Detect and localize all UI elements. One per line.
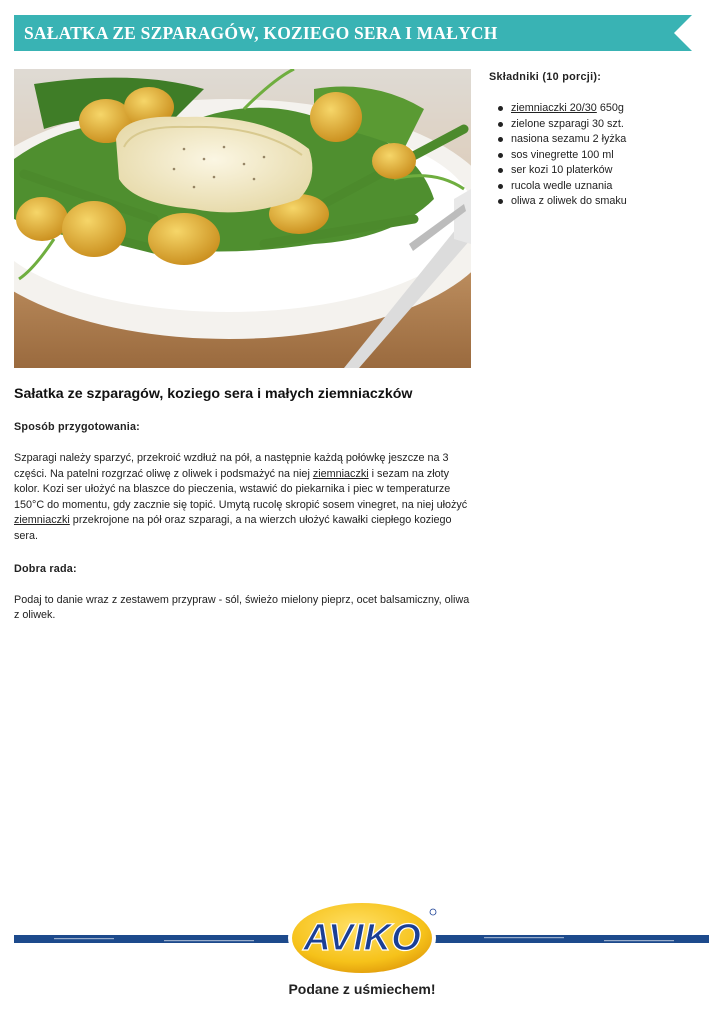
footer-slogan: Podane z uśmiechem! [288, 981, 436, 997]
recipe-photo [14, 69, 471, 368]
title-banner [14, 15, 692, 51]
ingredients-list [489, 101, 714, 210]
method-text-part: i sezam na złoty kolor. Kozi ser ułożyć na blaszce do pieczenia, wstawić do piekarnika i piec w temperaturze 150°C do momentu, gdy zacznie się topić. Umytą rucolę skropić sosem vinegret, na niej ułożyć [14, 467, 468, 511]
method-label: Sposób przygotowania: [14, 421, 140, 433]
ingredient-item: rucola wedle uznania [498, 179, 714, 195]
ingredient-amount: 650g [596, 102, 624, 114]
ingredients-panel [489, 71, 714, 210]
method-text-part: Szparagi należy sparzyć, przekroić wzdłuż na pół, a następnie każdą połówkę jeszcze na 3 części. Na patelni rozgrzać oliwę z oliwek i podsmażyć na niej [14, 452, 449, 480]
ingredient-item: sos vinegrette 100 ml [498, 148, 714, 164]
tip-label: Dobra rada: [14, 562, 77, 575]
recipe-title: Sałatka ze szparagów, koziego sera i małych ziemniaczków [14, 386, 413, 402]
ingredients-title: Składniki (10 porcji): [489, 71, 602, 83]
aviko-logo-text: AVIKO [303, 917, 421, 959]
tip-text: Podaj to danie wraz z zestawem przypraw - sól, świeżo mielony pieprz, ocet balsamiczny, oliwa z oliwek. [14, 593, 470, 622]
ingredient-link-ziemniaczki[interactable]: ziemniaczki 20/30 [511, 102, 597, 114]
method-text [14, 451, 474, 545]
ingredient-item: nasiona sezamu 2 łyżka [498, 132, 714, 148]
recipe-content [14, 386, 474, 642]
recipe-banner-title: SAŁATKA ZE SZPARAGÓW, KOZIEGO SERA I MAŁYCH [24, 23, 498, 43]
aviko-logo [284, 886, 440, 978]
ingredient-item: ser kozi 10 platerków [498, 163, 714, 179]
method-text-part: przekrojone na pół oraz szparagi, a na wierzch ułożyć kawałki ciepłego koziego sera. [14, 514, 452, 542]
ingredient-item: oliwa z oliwek do smaku [498, 194, 714, 210]
ingredient-item [498, 101, 714, 117]
method-link-ziemniaczki[interactable]: ziemniaczki [312, 467, 369, 480]
method-link-ziemniaczki[interactable]: ziemniaczki [14, 514, 70, 527]
ingredient-item: zielone szparagi 30 szt. [498, 117, 714, 133]
